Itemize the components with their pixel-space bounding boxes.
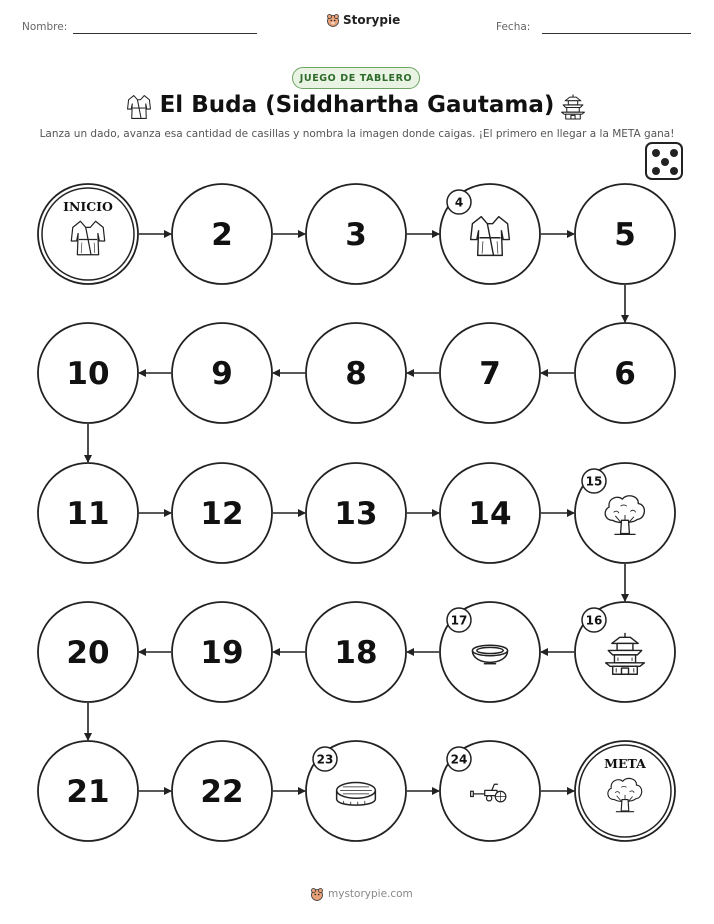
board-space-9 xyxy=(172,323,272,423)
space-number-badge: 15 xyxy=(585,474,603,489)
board-space-24 xyxy=(440,741,540,841)
board-space-3 xyxy=(306,184,406,284)
cushion-icon xyxy=(337,782,376,805)
board-space-12 xyxy=(172,463,272,563)
board-space-13 xyxy=(306,463,406,563)
board-space-17 xyxy=(440,602,540,702)
space-number: 5 xyxy=(614,217,636,253)
board-space-20 xyxy=(38,602,138,702)
board-space-22 xyxy=(172,741,272,841)
space-number-badge: 17 xyxy=(450,613,468,628)
space-number-badge: 23 xyxy=(316,752,334,767)
space-number: 20 xyxy=(66,635,110,671)
board-space-21 xyxy=(38,741,138,841)
space-number: 19 xyxy=(200,635,244,671)
space-number: 9 xyxy=(211,356,233,392)
brand-name: Storypie xyxy=(343,13,401,27)
space-number: 22 xyxy=(200,774,244,810)
space-number: 10 xyxy=(66,356,110,392)
space-number: 6 xyxy=(614,356,636,392)
space-number: 8 xyxy=(345,356,367,392)
board-space-23 xyxy=(306,741,406,841)
board-space-19 xyxy=(172,602,272,702)
space-number: 18 xyxy=(334,635,378,671)
goal-space xyxy=(575,741,675,841)
space-number: 2 xyxy=(211,217,233,253)
board-space-18 xyxy=(306,602,406,702)
game-type-badge: JUEGO DE TABLERO xyxy=(292,67,420,89)
board-space-8 xyxy=(306,323,406,423)
board-space-14 xyxy=(440,463,540,563)
space-number: 7 xyxy=(479,356,501,392)
date-label: Fecha: xyxy=(496,21,531,33)
start-label: INICIO xyxy=(63,199,113,214)
board-space-7 xyxy=(440,323,540,423)
board-space-2 xyxy=(172,184,272,284)
board-space-10 xyxy=(38,323,138,423)
space-number-badge: 16 xyxy=(585,613,603,628)
instructions-text: Lanza un dado, avanza esa cantidad de casillas y nombra la imagen donde caigas. ¡El primero en llegar a la META gana! xyxy=(39,128,675,140)
board-space-16 xyxy=(575,602,675,702)
board-space-6 xyxy=(575,323,675,423)
footer-url: mystorypie.com xyxy=(328,888,413,900)
board-space-5 xyxy=(575,184,675,284)
board-space-4 xyxy=(440,184,540,284)
start-space xyxy=(38,184,138,284)
footer-brand xyxy=(310,887,413,901)
space-number: 12 xyxy=(200,496,244,532)
board-space-15 xyxy=(575,463,675,563)
storypie-mascot-icon xyxy=(310,887,324,901)
board-space-11 xyxy=(38,463,138,563)
space-number: 14 xyxy=(468,496,512,532)
space-number: 3 xyxy=(345,217,367,253)
space-number: 13 xyxy=(334,496,378,532)
page-title: El Buda (Siddhartha Gautama) xyxy=(159,92,555,118)
space-number: 21 xyxy=(66,774,110,810)
space-number-badge: 4 xyxy=(454,195,464,210)
space-number-badge: 24 xyxy=(450,752,468,767)
space-number: 11 xyxy=(66,496,110,532)
goal-label: META xyxy=(604,756,646,771)
name-label: Nombre: xyxy=(22,21,68,33)
